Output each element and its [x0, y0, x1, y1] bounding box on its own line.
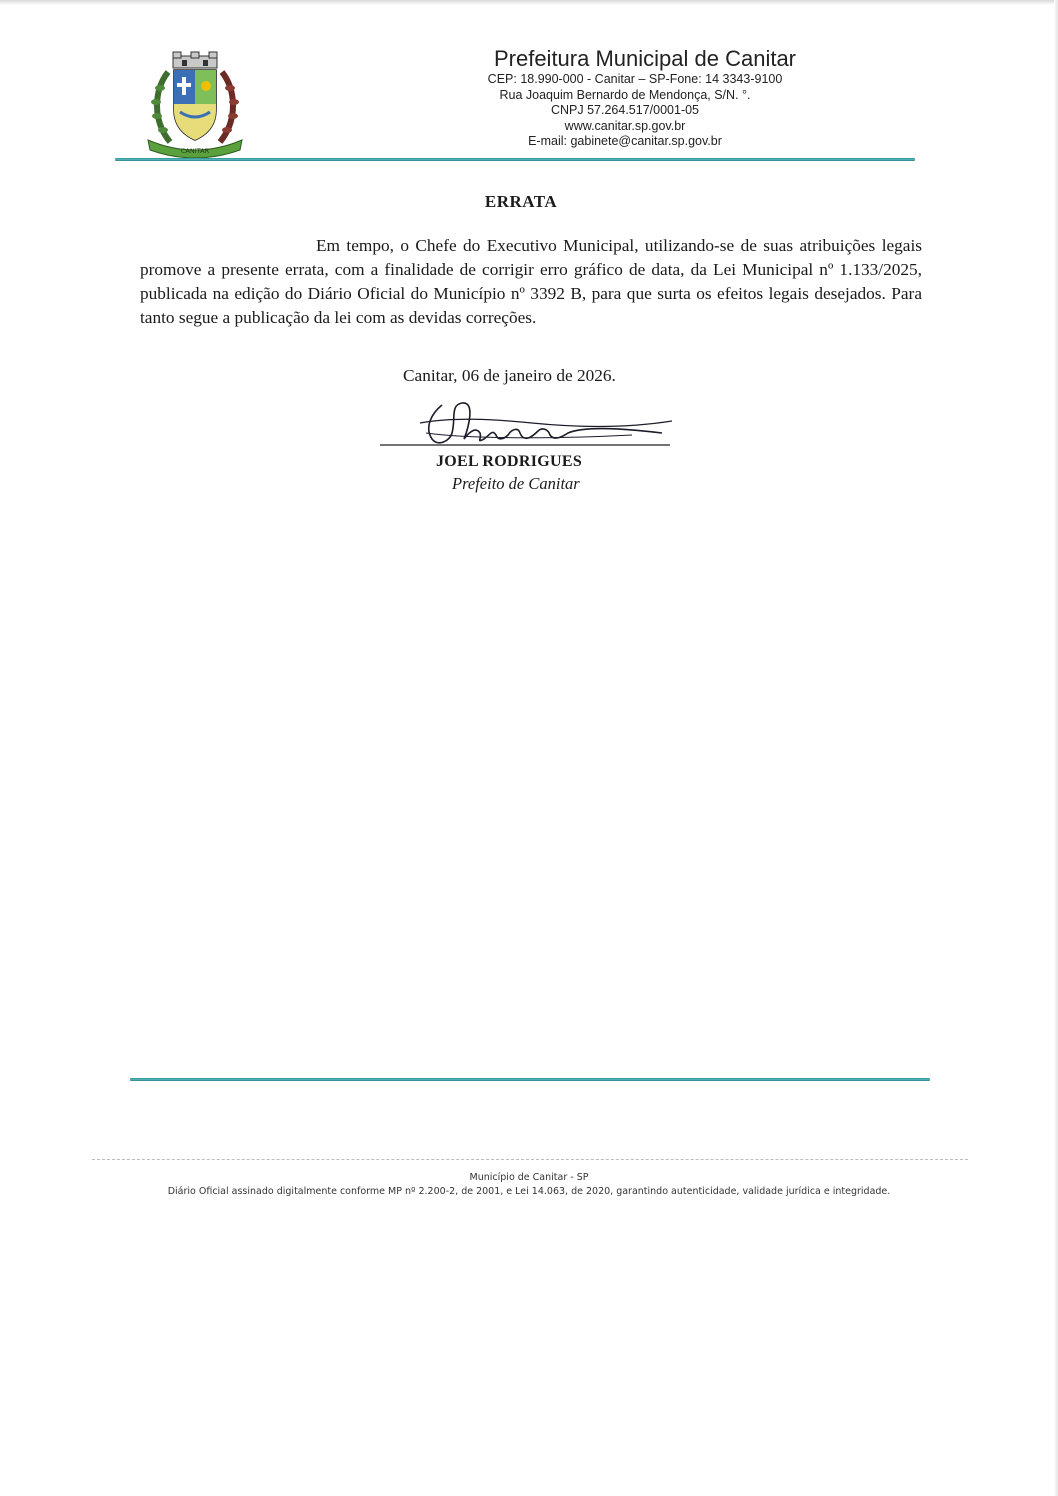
- scan-edge-right: [1054, 0, 1058, 1496]
- letterhead: [380, 46, 860, 150]
- signer-name: JOEL RODRIGUES: [436, 453, 583, 470]
- date-line: Canitar, 06 de janeiro de 2026.: [403, 366, 616, 385]
- signature-image: [372, 393, 672, 455]
- footer-divider: [130, 1078, 930, 1081]
- coat-banner-text: CANITAR: [180, 147, 210, 155]
- errata-body: Em tempo, o Chefe do Executivo Municipal, utilizando-se de suas atribuições legais promove a presente errata, com a finalidade de corrigir erro gráfico de data, da Lei Municipal nº 1.133/2025, publicada na edição do Diário Oficial do Município nº 3392 B, para que surta os efeitos legais desejados. Para tanto segue a publicação da lei com as devidas correções.: [140, 236, 922, 327]
- website-line: www.canitar.sp.gov.br: [564, 118, 686, 133]
- email-line: E-mail: gabinete@canitar.sp.gov.br: [528, 134, 722, 148]
- scan-edge-top: [0, 0, 1058, 5]
- street-line: Rua Joaquim Bernardo de Mendonça, S/N. °.: [499, 87, 751, 102]
- footer-dashed-rule: [92, 1159, 968, 1160]
- signer-role: Prefeito de Canitar: [452, 474, 580, 493]
- cnpj-line: CNPJ 57.264.517/0001-05: [550, 103, 700, 117]
- header-divider: [115, 158, 915, 161]
- footer-municipality: Município de Canitar - SP: [469, 1172, 589, 1183]
- address-line: CEP: 18.990-000 - Canitar – SP-Fone: 14 3343-9100: [487, 72, 783, 86]
- coat-of-arms-logo: [140, 50, 250, 158]
- document-title: ERRATA: [484, 192, 558, 211]
- org-name: Prefeitura Municipal de Canitar: [493, 46, 797, 71]
- footer-legal-notice: Diário Oficial assinado digitalmente conforme MP nº 2.200-2, de 2001, e Lei 14.063, de 2020, garantindo autenticidade, validade jurídica e integridade.: [167, 1186, 891, 1197]
